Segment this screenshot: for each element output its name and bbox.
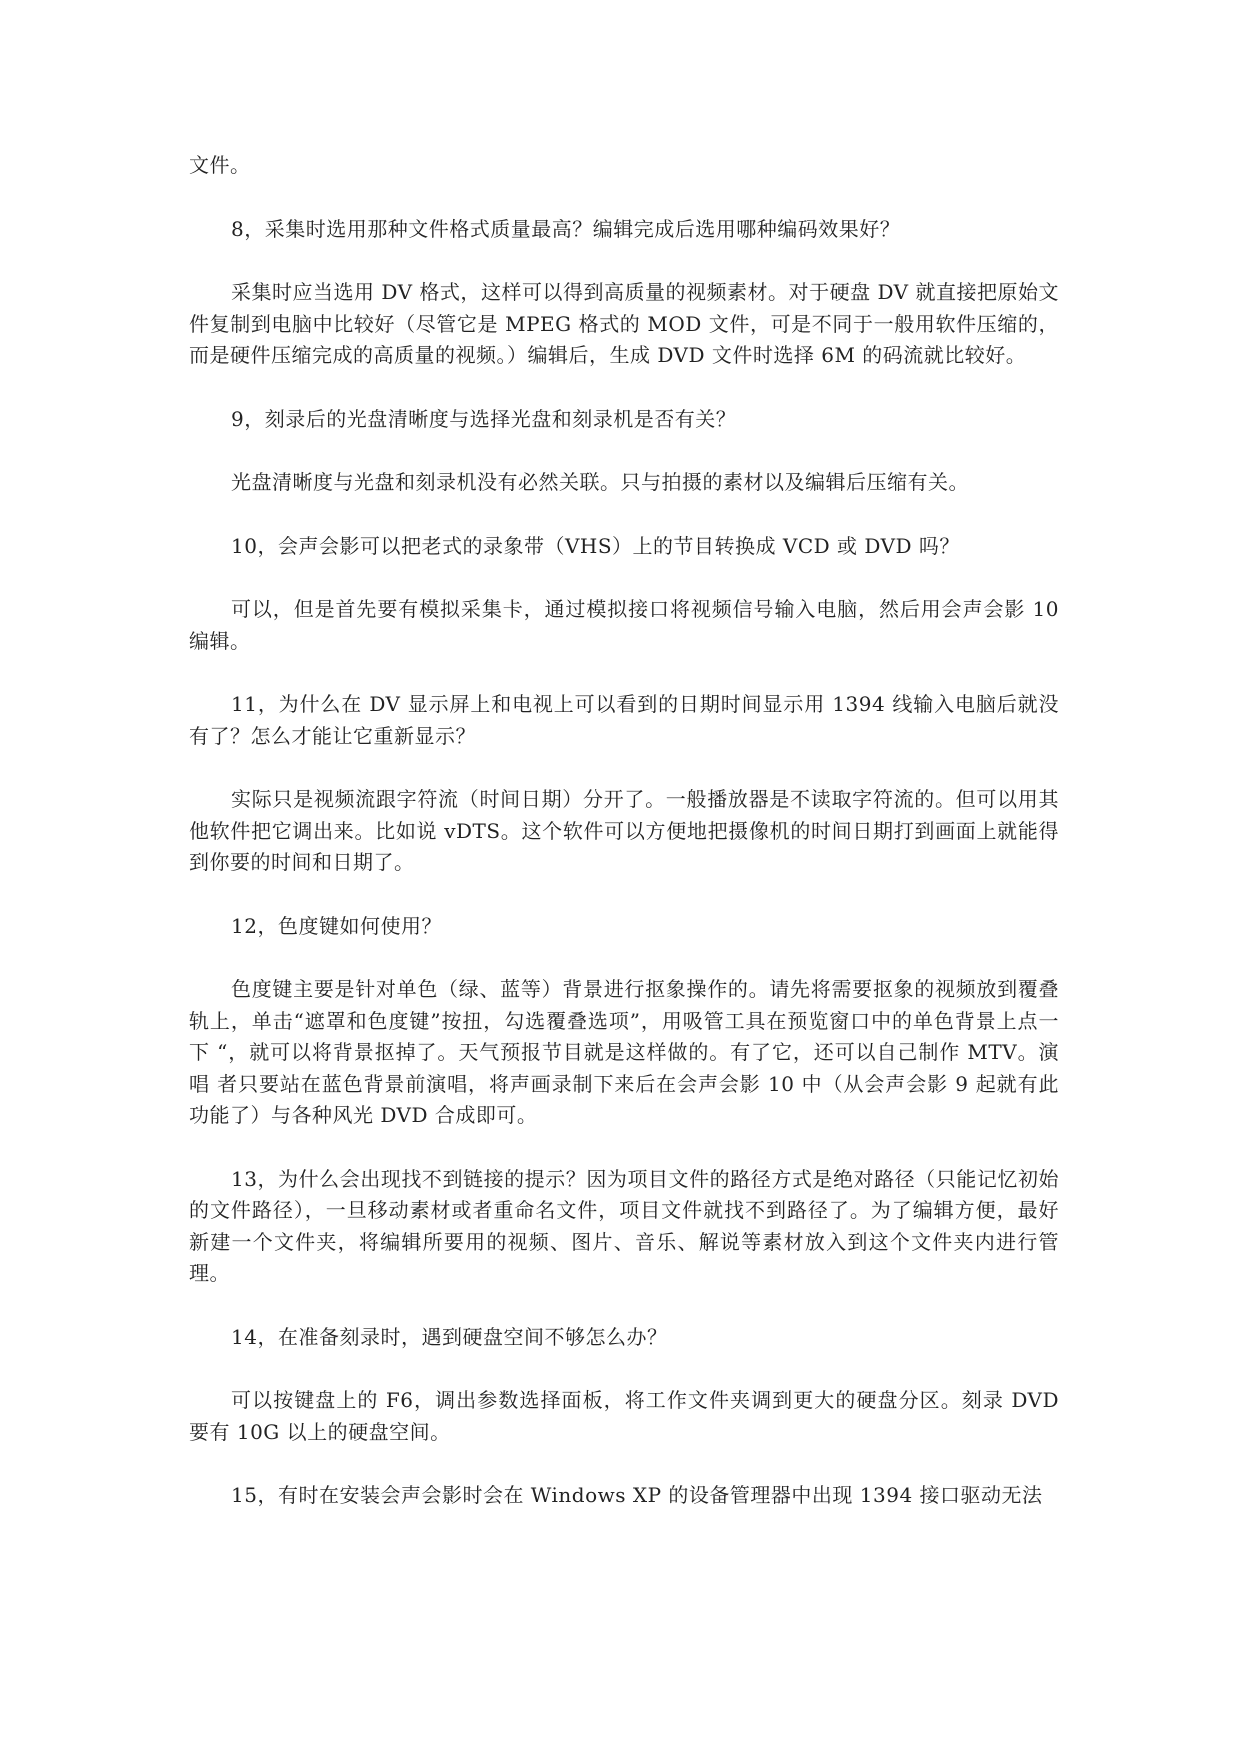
question-11: 11，为什么在 DV 显示屏上和电视上可以看到的日期时间显示用 1394 线输入电脑后就没有了？怎么才能让它重新显示？ [189, 692, 1059, 748]
paragraph-continuation: 文件。 [189, 153, 251, 177]
question-8: 8，采集时选用那种文件格式质量最高？编辑完成后选用哪种编码效果好？ [231, 216, 901, 241]
answer-11: 实际只是视频流跟字符流（时间日期）分开了。一般播放器是不读取字符流的。但可以用其他软件把它调出来。比如说 vDTS。这个软件可以方便地把摄像机的时间日期打到画面上就能得到你要的时间和日期了。 [189, 787, 1059, 874]
answer-8: 采集时应当选用 DV 格式，这样可以得到高质量的视频素材。对于硬盘 DV 就直接把原始文件复制到电脑中比较好（尽管它是 MPEG 格式的 MOD 文件，可是不同于一般用软件压缩的，而是硬件压缩完成的高质量的视频。）编辑后，生成 DVD 文件时选择 6M 的码流就比较好。 [189, 280, 1059, 367]
question-answer-13: 13，为什么会出现找不到链接的提示？因为项目文件的路径方式是绝对路径（只能记忆初始的文件路径），一旦移动素材或者重命名文件，项目文件就找不到路径了。为了编辑方便，最好新建一个文件夹，将编辑所要用的视频、图片、音乐、解说等素材放入到这个文件夹内进行管理。 [189, 1166, 1059, 1285]
question-15: 15，有时在安装会声会影时会在 Windows XP 的设备管理器中出现 1394 接口驱动无法 [231, 1483, 1043, 1507]
answer-12: 色度键主要是针对单色（绿、蓝等）背景进行抠象操作的。请先将需要抠象的视频放到覆叠轨上，单击“遮罩和色度键”按扭，勾选覆叠选项”，用吸管工具在预览窗口中的单色背景上点一下 “，就可以将背景抠掉了。天气预报节目就是这样做的。有了它，还可以自己制作 MTV。演唱 者只要站在蓝色背景前演唱，将声画录制下来后在会声会影 10 中（从会声会影 9 起就有此功能了）与各种风光 DVD 合成即可。 [189, 977, 1059, 1127]
question-10: 10，会声会影可以把老式的录象带（VHS）上的节目转换成 VCD 或 DVD 吗？ [231, 533, 960, 558]
question-14: 14，在准备刻录时，遇到硬盘空间不够怎么办？ [231, 1324, 668, 1349]
question-9: 9，刻录后的光盘清晰度与选择光盘和刻录机是否有关？ [231, 406, 737, 431]
answer-14: 可以按键盘上的 F6，调出参数选择面板，将工作文件夹调到更大的硬盘分区。刻录 DVD 要有 10G 以上的硬盘空间。 [189, 1388, 1059, 1444]
document-page [189, 150, 1059, 1512]
answer-10: 可以，但是首先要有模拟采集卡，通过模拟接口将视频信号输入电脑，然后用会声会影 10 编辑。 [189, 597, 1059, 653]
question-12: 12，色度键如何使用？ [231, 913, 442, 938]
answer-9: 光盘清晰度与光盘和刻录机没有必然关联。只与拍摄的素材以及编辑后压缩有关。 [231, 470, 969, 494]
